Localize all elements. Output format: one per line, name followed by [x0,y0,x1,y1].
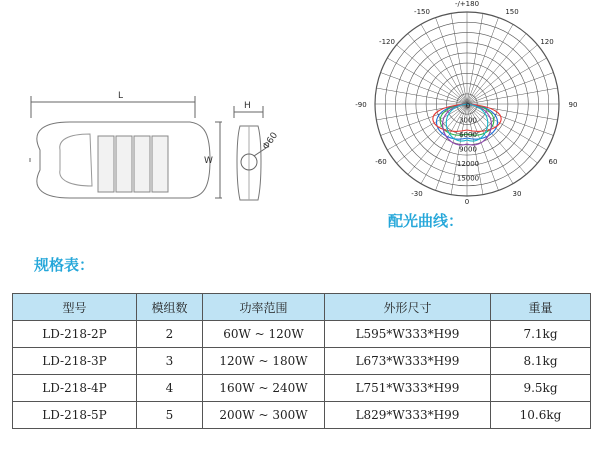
cell-model: LD-218-3P [13,348,137,375]
dim-label-diameter: Φ60 [261,130,281,152]
polar-ring-label: 12000 [456,160,480,168]
cell-weight: 10.6kg [491,402,591,429]
cell-power: 160W ~ 240W [203,375,325,402]
spec-caption: 规格表： [34,256,95,274]
cell-power: 120W ~ 180W [203,348,325,375]
header-dimensions: 外形尺寸 [325,294,491,321]
polar-angle-label: -30 [411,190,423,198]
polar-angle-label: 120 [540,38,554,46]
polar-caption: 配光曲线： [388,212,464,230]
polar-angle-label: 30 [512,190,522,198]
polar-angle-label: 150 [505,8,519,16]
polar-ring-label: 0 [465,102,471,110]
cell-modules: 2 [137,321,203,348]
polar-angle-label: 60 [548,158,558,166]
polar-diagram [355,0,577,206]
header-weight: 重量 [491,294,591,321]
table-row [13,348,591,375]
polar-angle-label: -60 [375,158,387,166]
polar-angle-label: 0 [464,198,470,206]
table-row [13,375,591,402]
cell-weight: 7.1kg [491,321,591,348]
spec-table-header-row [13,294,591,321]
header-modules: 模组数 [137,294,203,321]
cell-modules: 4 [137,375,203,402]
polar-angle-label: -120 [379,38,395,46]
spec-table [12,293,591,429]
header-power: 功率范围 [203,294,325,321]
cell-modules: 3 [137,348,203,375]
cell-model: LD-218-4P [13,375,137,402]
dim-label-length: L [118,91,124,101]
polar-angle-label: -/+180 [454,0,480,8]
cell-modules: 5 [137,402,203,429]
polar-ring-label: 6000 [459,131,477,139]
dim-label-width: W [204,156,213,166]
cell-weight: 9.5kg [491,375,591,402]
polar-angle-label: -90 [355,101,367,109]
cell-dimensions: L595*W333*H99 [325,321,491,348]
cell-dimensions: L673*W333*H99 [325,348,491,375]
polar-angle-label: 90 [568,101,578,109]
cell-weight: 8.1kg [491,348,591,375]
polar-ring-label: 3000 [459,116,477,125]
cell-power: 60W ~ 120W [203,321,325,348]
polar-ring-label: 9000 [459,145,477,154]
header-model: 型号 [13,294,137,321]
table-row [13,321,591,348]
table-row [13,402,591,429]
cell-dimensions: L751*W333*H99 [325,375,491,402]
lamp-side-view [234,106,266,200]
cell-power: 200W ~ 300W [203,402,325,429]
cell-model: LD-218-5P [13,402,137,429]
dim-label-height: H [244,101,251,111]
cell-dimensions: L829*W333*H99 [325,402,491,429]
lamp-top-view [30,96,222,198]
cell-model: LD-218-2P [13,321,137,348]
polar-angle-label: -150 [414,8,430,16]
polar-ring-label: 15000 [456,174,480,183]
